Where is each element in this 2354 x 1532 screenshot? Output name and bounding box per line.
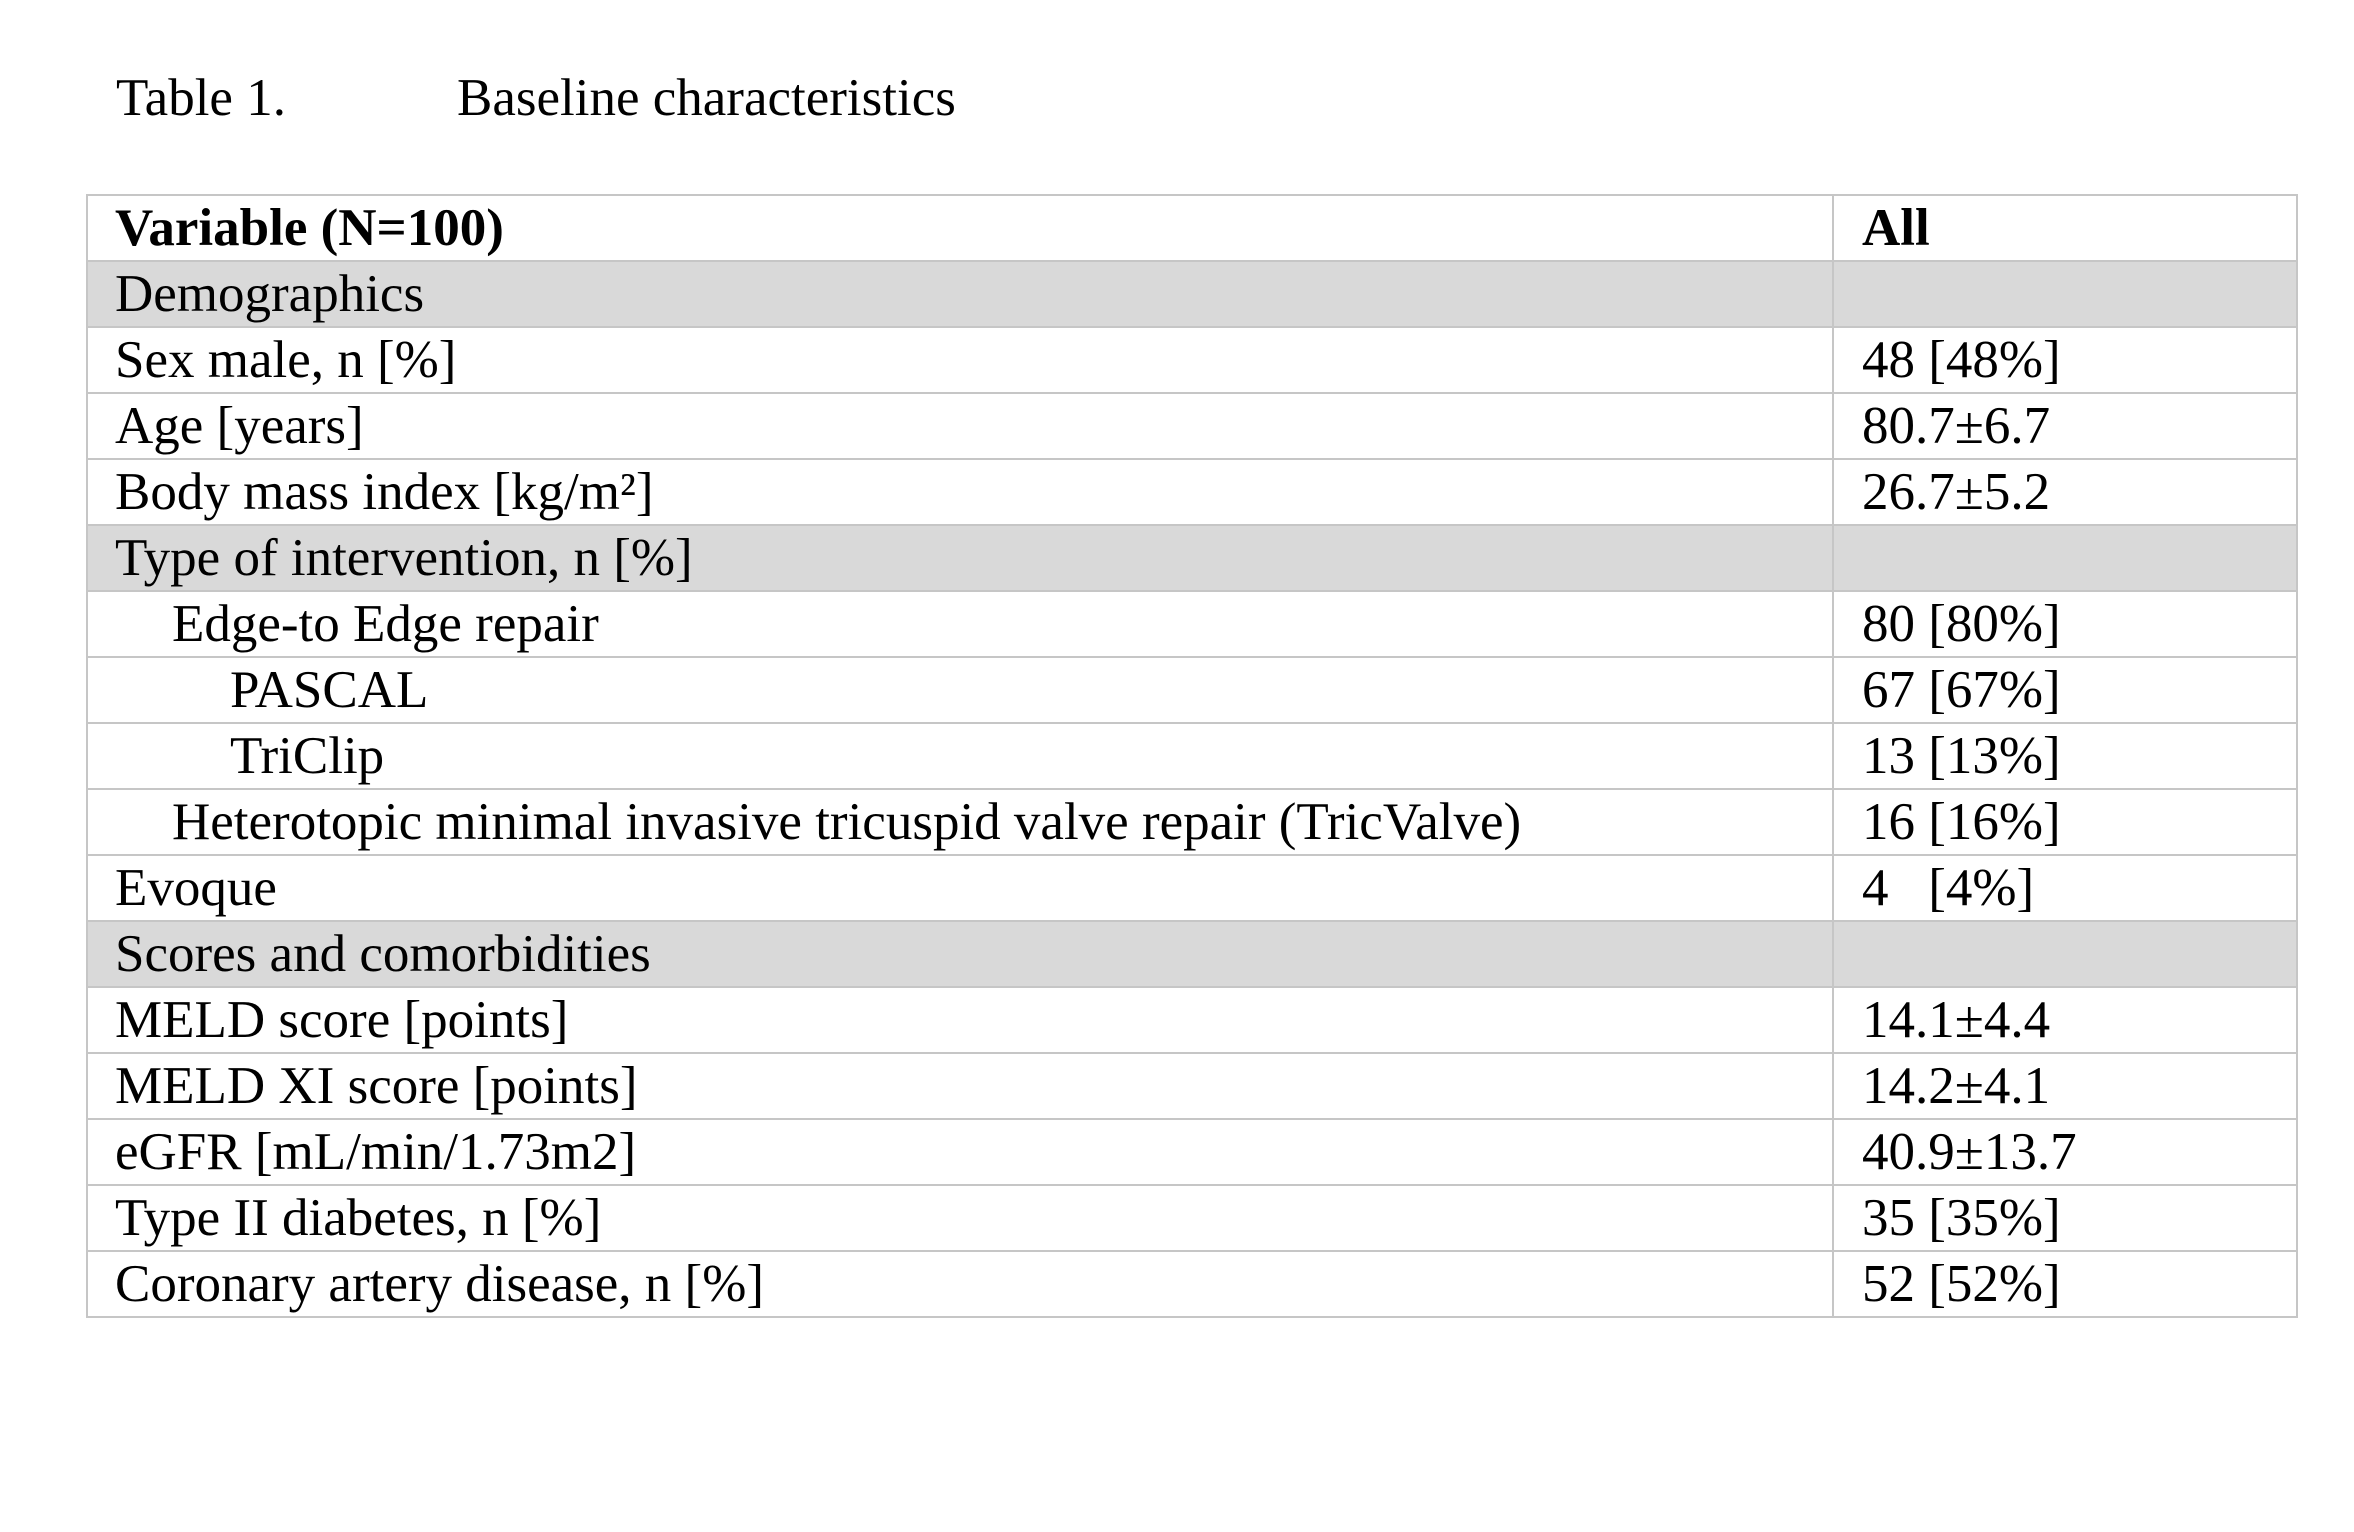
variable-label-cell: Age [years] — [87, 393, 1833, 459]
section-header-row — [87, 261, 2297, 327]
variable-label-cell: MELD score [points] — [87, 987, 1833, 1053]
section-header-row — [87, 525, 2297, 591]
variable-value-cell: 16 [16%] — [1833, 789, 2297, 855]
variable-value-cell: 26.7±5.2 — [1833, 459, 2297, 525]
variable-value-cell: 80.7±6.7 — [1833, 393, 2297, 459]
section-label-cell: Type of intervention, n [%] — [87, 525, 1833, 591]
table-row — [87, 789, 2297, 855]
variable-label-cell: PASCAL — [87, 657, 1833, 723]
baseline-characteristics-table — [86, 194, 2298, 1318]
table-row — [87, 327, 2297, 393]
variable-value-cell: 52 [52%] — [1833, 1251, 2297, 1317]
variable-label-cell: eGFR [mL/min/1.73m2] — [87, 1119, 1833, 1185]
table-row — [87, 657, 2297, 723]
variable-value-cell: 13 [13%] — [1833, 723, 2297, 789]
variable-label-cell: Type II diabetes, n [%] — [87, 1185, 1833, 1251]
variable-label-cell: TriClip — [87, 723, 1833, 789]
variable-label-cell: Sex male, n [%] — [87, 327, 1833, 393]
table-header-row — [87, 195, 2297, 261]
variable-value-cell: 4 [4%] — [1833, 855, 2297, 921]
table-row — [87, 855, 2297, 921]
header-all-cell: All — [1833, 195, 2297, 261]
variable-label-cell: Heterotopic minimal invasive tricuspid valve repair (TricValve) — [87, 789, 1833, 855]
section-value-cell — [1833, 261, 2297, 327]
variable-label-cell: MELD XI score [points] — [87, 1053, 1833, 1119]
header-variable-cell: Variable (N=100) — [87, 195, 1833, 261]
table-row — [87, 459, 2297, 525]
table-body — [87, 195, 2297, 1317]
table-row — [87, 1053, 2297, 1119]
table-caption-title: Baseline characteristics — [457, 69, 956, 127]
table-caption — [116, 62, 956, 134]
variable-value-cell: 35 [35%] — [1833, 1185, 2297, 1251]
variable-value-cell: 67 [67%] — [1833, 657, 2297, 723]
section-value-cell — [1833, 525, 2297, 591]
table-row — [87, 723, 2297, 789]
variable-value-cell: 80 [80%] — [1833, 591, 2297, 657]
variable-value-cell: 40.9±13.7 — [1833, 1119, 2297, 1185]
variable-value-cell: 14.2±4.1 — [1833, 1053, 2297, 1119]
variable-value-cell: 14.1±4.4 — [1833, 987, 2297, 1053]
table-caption-label: Table 1. — [116, 69, 286, 127]
section-label-cell: Scores and comorbidities — [87, 921, 1833, 987]
table-row — [87, 591, 2297, 657]
variable-value-cell: 48 [48%] — [1833, 327, 2297, 393]
table-row — [87, 1119, 2297, 1185]
section-label-cell: Demographics — [87, 261, 1833, 327]
variable-label-cell: Coronary artery disease, n [%] — [87, 1251, 1833, 1317]
table-row — [87, 1251, 2297, 1317]
section-value-cell — [1833, 921, 2297, 987]
table-row — [87, 987, 2297, 1053]
table-row — [87, 393, 2297, 459]
baseline-table-container — [86, 194, 2298, 1318]
variable-label-cell: Evoque — [87, 855, 1833, 921]
section-header-row — [87, 921, 2297, 987]
variable-label-cell: Body mass index [kg/m²] — [87, 459, 1833, 525]
table-row — [87, 1185, 2297, 1251]
variable-label-cell: Edge-to Edge repair — [87, 591, 1833, 657]
